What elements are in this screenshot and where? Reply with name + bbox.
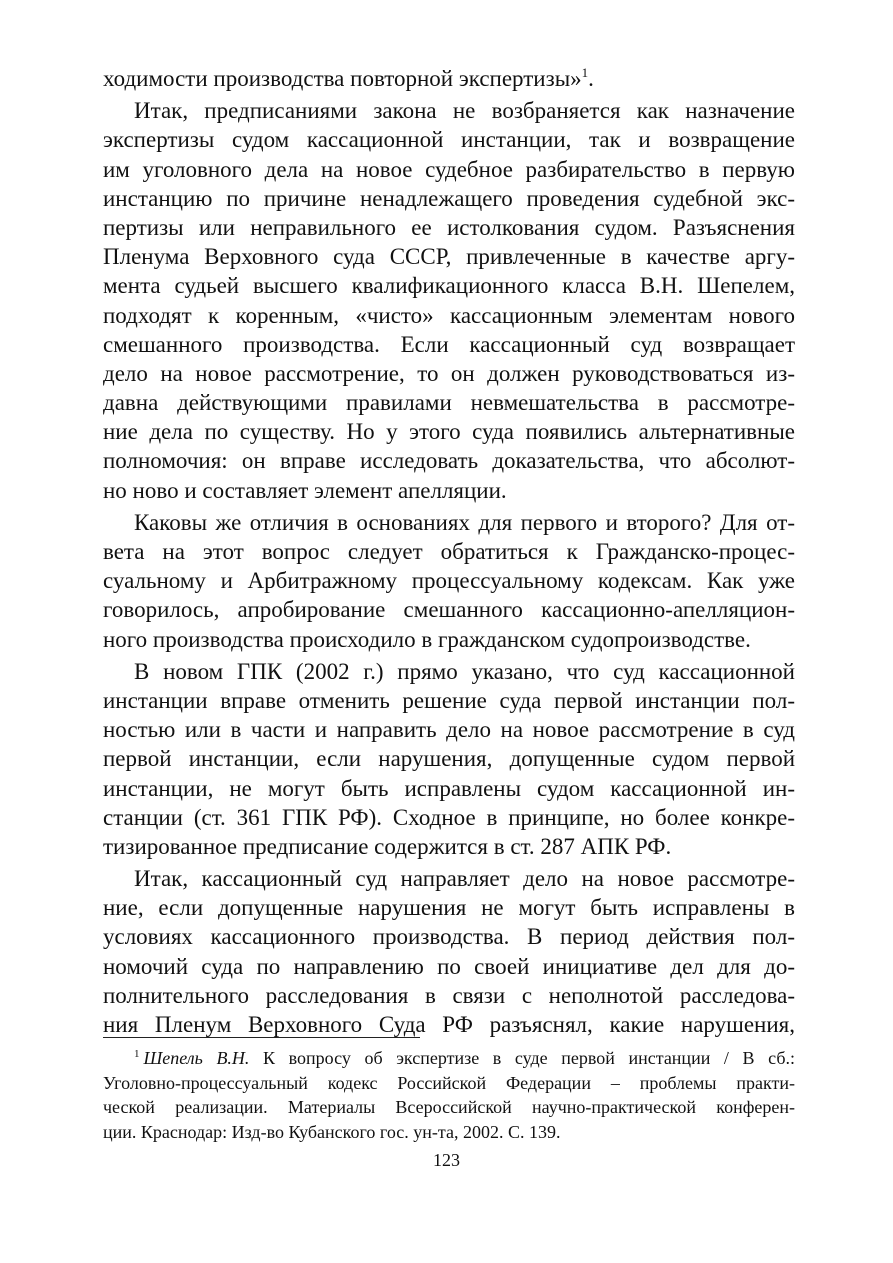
paragraph — [103, 96, 795, 505]
text-line: ние дела по существу. Но у этого суда появились альтернативные — [103, 419, 795, 445]
text-line: пертизы или неправильного ее истолкования судом. Разъяснения — [103, 214, 795, 240]
text-line: давна действующими правилами невмешательства в рассмотре- — [103, 390, 795, 416]
main-text — [103, 64, 795, 1039]
footnote-line: ческой реализации. Материалы Всероссийской научно-практической конферен- — [103, 1097, 795, 1118]
text-line: Итак, предписаниями закона не возбраняется как назначение — [134, 98, 795, 124]
text-line: ния Пленум Верховного Суда РФ разъяснял, какие нарушения, — [103, 1012, 795, 1037]
text-line: станции (ст. 361 ГПК РФ). Сходное в принципе, но более конкре- — [103, 804, 795, 830]
paragraph-continuation — [103, 64, 795, 93]
footnote-separator — [103, 1037, 420, 1038]
text-line: подходят к коренным, «чисто» кассационным элементам нового — [103, 302, 795, 328]
text-line: полнительного расследования в связи с неполнотой расследова- — [103, 982, 795, 1008]
footnote-reference: 1 — [581, 65, 589, 80]
text-line: вета на этот вопрос следует обратиться к Гражданско-процес- — [103, 539, 795, 564]
text-line: номочий суда по направлению по своей инициативе дел для до- — [103, 953, 795, 979]
text-line: Итак, кассационный суд направляет дело на новое рассмотре- — [134, 866, 795, 892]
text-line: Каковы же отличия в основаниях для первого и второго? Для от- — [134, 509, 795, 535]
text-line: но ново и составляет элемент апелляции. — [103, 477, 507, 503]
text-line: Пленума Верховного суда СССР, привлеченные в качестве аргу- — [103, 244, 795, 270]
text-line: тизированное предписание содержится в ст. 287 АПК РФ. — [103, 833, 672, 859]
text-line: ходимости производства повторной экспертизы»$^1$. — [103, 65, 594, 91]
footnote — [103, 1046, 795, 1145]
text-line: В новом ГПК (2002 г.) прямо указано, что суд кассационной — [134, 658, 795, 684]
text-line: инстанцию по причине ненадлежащего проведения судебной экс- — [103, 185, 795, 211]
text-line: им уголовного дела на новое судебное разбирательство в первую — [103, 156, 795, 182]
paragraph — [103, 657, 795, 861]
page-number: 123 — [433, 1150, 460, 1170]
text-line: ного производства происходило в гражданском судопроизводстве. — [103, 626, 751, 652]
text-line: ние, если допущенные нарушения не могут быть исправлены в — [103, 895, 795, 921]
text-line: говорилось, апробирование смешанного кассационно-апелляцион- — [103, 597, 795, 623]
text-line: мента судьей высшего квалификационного класса В.Н. Шепелем, — [103, 273, 795, 299]
text-line: инстанции, не могут быть исправлены судом кассационной ин- — [103, 775, 795, 801]
text-line: экспертизы судом кассационной инстанции, так и возвращение — [103, 127, 795, 153]
paragraph — [103, 864, 795, 1039]
footnote-line: $^1$ Шепель В.Н. К вопросу об экспертизе в суде первой инстанции / В сб.: — [134, 1048, 795, 1068]
paragraph — [103, 508, 795, 654]
text-line: суальному и Арбитражному процессуальному кодексам. Как уже — [103, 568, 795, 594]
footnote-line: ции. Краснодар: Изд-во Кубанского гос. ун-та, 2002. С. 139. — [103, 1122, 561, 1143]
text-line: дело на новое рассмотрение, то он должен руководствоваться из- — [103, 360, 795, 386]
footnote-mark: 1 — [134, 1048, 140, 1060]
footnote-line: Уголовно-процессуальный кодекс Российской Федерации – проблемы практи- — [103, 1072, 795, 1093]
text-line: полномочия: он вправе исследовать доказательства, что абсолют- — [103, 448, 795, 474]
footnote-author: Шепель В.Н. — [143, 1048, 250, 1068]
text-line: инстанции вправе отменить решение суда первой инстанции пол- — [103, 687, 795, 713]
text-line: первой инстанции, если нарушения, допущенные судом первой — [103, 746, 795, 772]
text-line: условиях кассационного производства. В период действия пол- — [103, 924, 795, 950]
text-line: смешанного производства. Если кассационный суд возвращает — [103, 331, 795, 357]
text-line: ностью или в части и направить дело на новое рассмотрение в суд — [103, 717, 795, 743]
